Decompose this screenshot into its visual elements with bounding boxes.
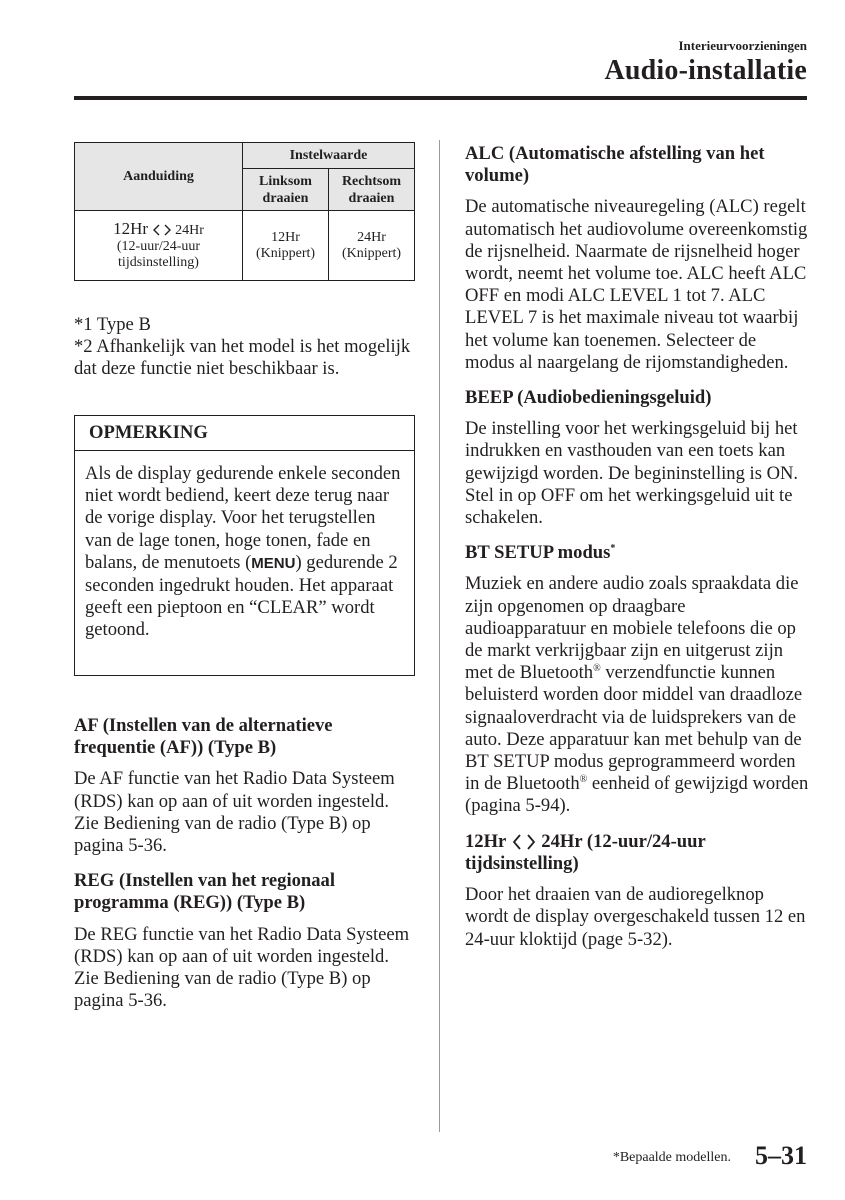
table-row-label: 12Hr 24Hr (12-uur/24-uur tijdsinstelling) (75, 211, 243, 281)
bt-setup-body: Muziek en andere audio zoals spraakdata die zijn opgenomen op draagbare audioapparatuur en mobiele telefoons die op de markt verkrijgbaar zijn en uitgerust zijn met de Bluetooth® verzendfunctie kunnen beluisterd worden door middel van draadloze signaaloverdracht via de luidsprekers van de auto. Deze apparatuur kan met behulp van de BT SETUP modus geprogrammeerd worden in de Bluetooth® eenheid of gewijzigd worden (pagina 5-94). (465, 573, 809, 817)
settings-table (74, 142, 415, 281)
page-title: Audio-installatie (604, 55, 807, 86)
reg-body-reference: Zie Bediening van de radio (Type B) op pagina 5-36. (74, 968, 371, 1012)
footnote-1: *1 Type B (74, 314, 151, 335)
alc-heading: ALC (Automatische afstelling van het volume) (465, 143, 765, 187)
clock-format-heading: 12Hr 24Hr (12-uur/24-uur tijdsinstelling) (465, 830, 706, 874)
chevron-left-right-icon (152, 224, 172, 236)
beep-body: De instelling voor het werkingsgeluid bij het indrukken en vasthouden van een toets kan gewijzigd worden. De begininstelling is ON. Stel in op OFF om het werkingsgeluid uit te schakelen. (465, 418, 799, 529)
af-body: De AF functie van het Radio Data Systeem (RDS) kan op aan of uit worden ingesteld. Zie Bediening van de radio (Type B) op pagina 5-36. (74, 768, 395, 857)
table-header-linksom: Linksom draaien (243, 169, 329, 211)
table-header-aanduiding: Aanduiding (75, 143, 243, 211)
clock-format-body: Door het draaien van de audioregelknop wordt de display overgeschakeld tussen 12 en 24-uur kloktijd (page 5-32). (465, 884, 806, 950)
alc-body: De automatische niveauregeling (ALC) regelt automatisch het audiovolume overeenkomstig de rijsnelheid. Naarmate de rijsnelheid hoger wordt, neemt het volume toe. ALC heeft ALC OFF en modi ALC LEVEL 1 tot 7. ALC LEVEL 7 is het maximale niveau tot waarbij het volume kan toenemen. Selecteer de modus al naargelang de rijomstandigheden. (465, 196, 808, 373)
chevron-left-right-icon (511, 834, 537, 850)
reg-heading: REG (Instellen van het regionaal programma (REG)) (Type B) (74, 870, 336, 914)
column-divider (439, 140, 440, 1132)
table-cell-left-value: 12Hr (Knippert) (243, 211, 329, 281)
reg-body: De REG functie van het Radio Data Systeem (RDS) kan op aan of uit worden ingesteld. (74, 923, 410, 967)
footnote-2: *2 Afhankelijk van het model is het mogelijk dat deze functie niet beschikbaar is. (74, 336, 411, 380)
beep-heading: BEEP (Audiobedieningsgeluid) (465, 387, 712, 409)
note-text: Als de display gedurende enkele seconden niet wordt bediend, keert deze terug naar de vorige display. Voor het terugstellen van de lage tonen, hoge tonen, fade en balans, de menutoets (MENU) gedurende 2 seconden ingedrukt houden. Het apparaat geeft een pieptoon en “CLEAR” wordt getoond. (85, 463, 401, 641)
table-header-rechtsom: Rechtsom draaien (329, 169, 415, 211)
note-heading: OPMERKING (75, 416, 414, 451)
menu-key-label: MENU (251, 554, 296, 572)
footer-note: *Bepaalde modellen. (612, 1150, 731, 1165)
af-heading: AF (Instellen van de alternatieve frequentie (AF)) (Type B) (74, 715, 333, 759)
header-section-label: Interieurvoorzieningen (678, 38, 807, 53)
page-number: 5–31 (755, 1141, 807, 1170)
note-box (74, 415, 415, 676)
header-rule (74, 96, 807, 100)
table-cell-right-value: 24Hr (Knippert) (329, 211, 415, 281)
bt-setup-heading: BT SETUP modus* (465, 542, 616, 564)
table-header-instelwaarde: Instelwaarde (243, 143, 415, 169)
bt-footnote-star: * (610, 543, 616, 555)
